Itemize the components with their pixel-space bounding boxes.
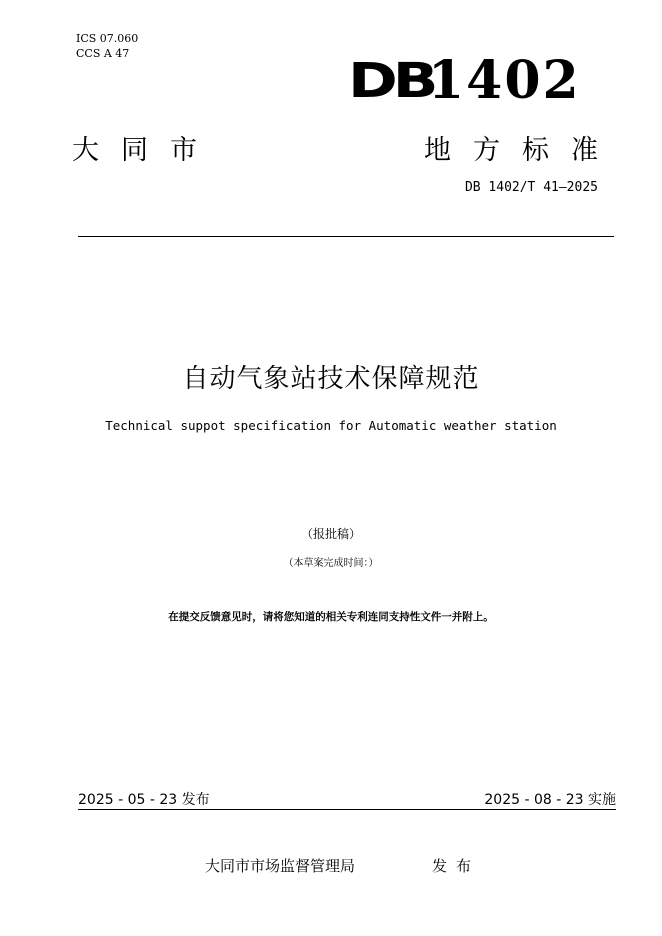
document-title-english: Technical suppot specification for Automatic weather station <box>105 418 557 433</box>
ics-code: ICS 07.060 <box>76 32 139 45</box>
draft-completion-time: （本草案完成时间：） <box>283 558 379 569</box>
db-logo-letters: DB <box>348 53 434 109</box>
db-logo-number: 1402 <box>428 50 581 111</box>
standard-number: DB 1402/T 41—2025 <box>464 180 598 195</box>
document-title-chinese: 自动气象站技术保障规范 <box>182 364 480 394</box>
db-logo <box>348 50 581 111</box>
draft-status: （报批稿） <box>300 527 361 541</box>
publish-date: 2025 - 05 - 23 发布 <box>78 792 210 808</box>
ccs-code: CCS A 47 <box>76 47 130 60</box>
patent-notice: 在提交反馈意见时，请将您知道的相关专利连同支持性文件一并附上。 <box>168 611 494 623</box>
classification-codes <box>76 31 138 61</box>
standard-type: 地方标准 <box>424 135 620 166</box>
implementation-date: 2025 - 08 - 23 实施 <box>484 792 616 808</box>
footer-divider <box>78 809 616 810</box>
publisher-name: 大同市市场监督管理局 <box>205 857 356 875</box>
header-divider <box>78 236 614 237</box>
publish-action: 发布 <box>432 857 481 875</box>
city-name: 大同市 <box>72 135 219 166</box>
